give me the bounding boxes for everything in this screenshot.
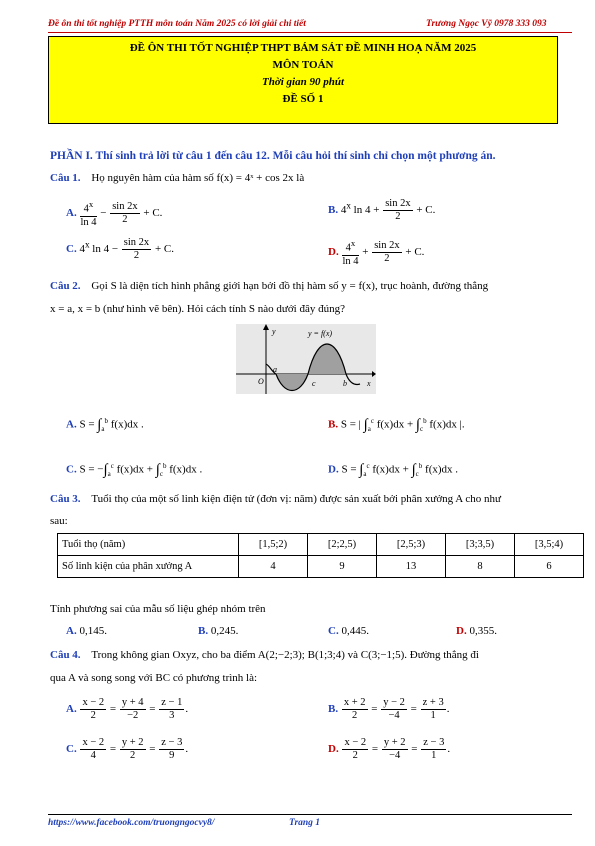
q3-stem: Câu 3. Tuổi thọ của một số linh kiện điện tử (đơn vị: năm) được sản xuất bởi phân xưởng A cho như	[50, 493, 501, 505]
q2-stem-line2: x = a, x = b (như hình vẽ bên). Hỏi cách tính S nào dưới đây đúng?	[50, 303, 346, 315]
q3-table	[57, 533, 584, 578]
q2-stem: Câu 2. Gọi S là diện tích hình phẳng giới hạn bởi đồ thị hàm số y = f(x), trục hoành, đường thẳng	[50, 280, 489, 292]
q1-stem	[50, 171, 304, 185]
graph-label-origin: O	[258, 377, 264, 386]
header-left: Đề ôn thi tốt nghiệp PTTH môn toán Năm 2025 có lời giải chi tiết	[48, 19, 306, 29]
table-cell: [1,5;2)	[239, 534, 308, 556]
header-right: Trương Ngọc Vỹ 0978 333 093	[426, 19, 547, 29]
graph-label-b: b	[343, 379, 347, 388]
q2-graph	[236, 324, 376, 394]
graph-label-x: x	[367, 379, 371, 388]
q2-option-d: D. $S = \int_a^c$ $f(x)dx + \int_c^b$ f(x)dx .	[328, 462, 459, 479]
q1-option-d: D. $\frac{4^x}{\ln 4}$ + $\frac{\sin 2x}{2}$ + C.	[328, 238, 425, 267]
header-divider	[48, 32, 572, 33]
graph-background	[236, 324, 376, 394]
q3-option-c: C. 0,445.	[328, 625, 369, 637]
table-cell: [3,5;4)	[515, 534, 584, 556]
page-number: Trang 1	[289, 818, 321, 828]
q4-option-a: A. $\frac{x - 2}{2}$ = $\frac{y + 4}{-2}$ = $\frac{z - 1}{3}$ .	[66, 697, 189, 721]
table-cell: [2;2,5)	[308, 534, 377, 556]
table-cell: [2,5;3)	[377, 534, 446, 556]
q4-stem: Câu 4. Trong không gian Oxyz, cho ba điểm A(2;−2;3); B(1;3;4) và C(3;−1;5). Đường thẳng đi	[50, 649, 479, 661]
table-cell: 13	[377, 556, 446, 578]
part1-heading: PHẦN I. Thí sinh trả lời từ câu 1 đến câu 12. Mỗi câu hỏi thí sinh chỉ chọn một phương án.	[50, 150, 496, 162]
q3-ask: Tính phương sai của mẫu số liệu ghép nhóm trên	[50, 603, 266, 615]
q3-option-b: B. 0,245.	[198, 625, 239, 637]
q4-option-c: C. $\frac{x - 2}{4}$ = $\frac{y + 2}{2}$ = $\frac{z - 3}{9}$ .	[66, 737, 189, 761]
exam-title-box	[48, 36, 558, 124]
graph-label-c: c	[312, 379, 316, 388]
q4-stem-line2: qua A và song song với BC có phương trình là:	[50, 672, 258, 684]
table-row-label: Số linh kiện của phân xưởng A	[58, 556, 239, 578]
table-row-label: Tuổi thọ (năm)	[58, 534, 239, 556]
title-line4: ĐỀ SỐ 1	[282, 93, 324, 105]
q2-option-a: A. $S = \int_a^b$ f(x)dx .	[66, 417, 144, 434]
footer-divider	[48, 814, 572, 815]
footer-link[interactable]: https://www.facebook.com/truongngocvy8/	[48, 818, 215, 828]
table-cell: [3;3,5)	[446, 534, 515, 556]
q2-option-c: C. $S = -\int_a^c$ $f(x)dx + \int_c^b$ f(x)dx .	[66, 462, 203, 479]
table-cell: 9	[308, 556, 377, 578]
q1-option-c: C. 4$^x$ ln 4 − $\frac{\sin 2x}{2}$ + C.	[66, 237, 174, 261]
graph-label-y: y	[272, 327, 276, 336]
title-line1: ĐỀ ÔN THI TỐT NGHIỆP THPT BÁM SÁT ĐỀ MINH HOẠ NĂM 2025	[129, 42, 477, 54]
q3-option-d: D. 0,355.	[456, 625, 497, 637]
q4-option-d: D. $\frac{x - 2}{2}$ = $\frac{y + 2}{-4}$ = $\frac{z - 3}{1}$ .	[328, 737, 451, 761]
table-cell: 8	[446, 556, 515, 578]
q1-option-a: A. $\frac{4^x}{\ln 4}$ − $\frac{\sin 2x}{2}$ + C.	[66, 199, 163, 228]
table-cell: 6	[515, 556, 584, 578]
q2-option-b: B. S = | $\int_a^c$ $f(x)dx + \int_c^b$ f(x)dx |.	[328, 417, 465, 434]
table-row	[58, 534, 584, 556]
q3-option-a: A. 0,145.	[66, 625, 107, 637]
graph-label-fx: y = f(x)	[308, 329, 333, 338]
q4-option-b: B. $\frac{x + 2}{2}$ = $\frac{y - 2}{-4}$ = $\frac{z + 3}{1}$ .	[328, 697, 450, 721]
q3-stem-line2: sau:	[50, 515, 68, 527]
title-line3: Thời gian 90 phút	[261, 76, 344, 88]
q1-label: Câu 1.	[50, 172, 81, 184]
table-row	[58, 556, 584, 578]
table-cell: 4	[239, 556, 308, 578]
title-line2: MÔN TOÁN	[272, 59, 334, 71]
q1-text: Họ nguyên hàm của hàm số f(x) = 4ˣ + cos 2x là	[91, 172, 305, 184]
graph-label-a: a	[273, 365, 277, 374]
q1-option-b: B. 4$^x$ ln 4 + $\frac{\sin 2x}{2}$ + C.	[328, 198, 436, 222]
